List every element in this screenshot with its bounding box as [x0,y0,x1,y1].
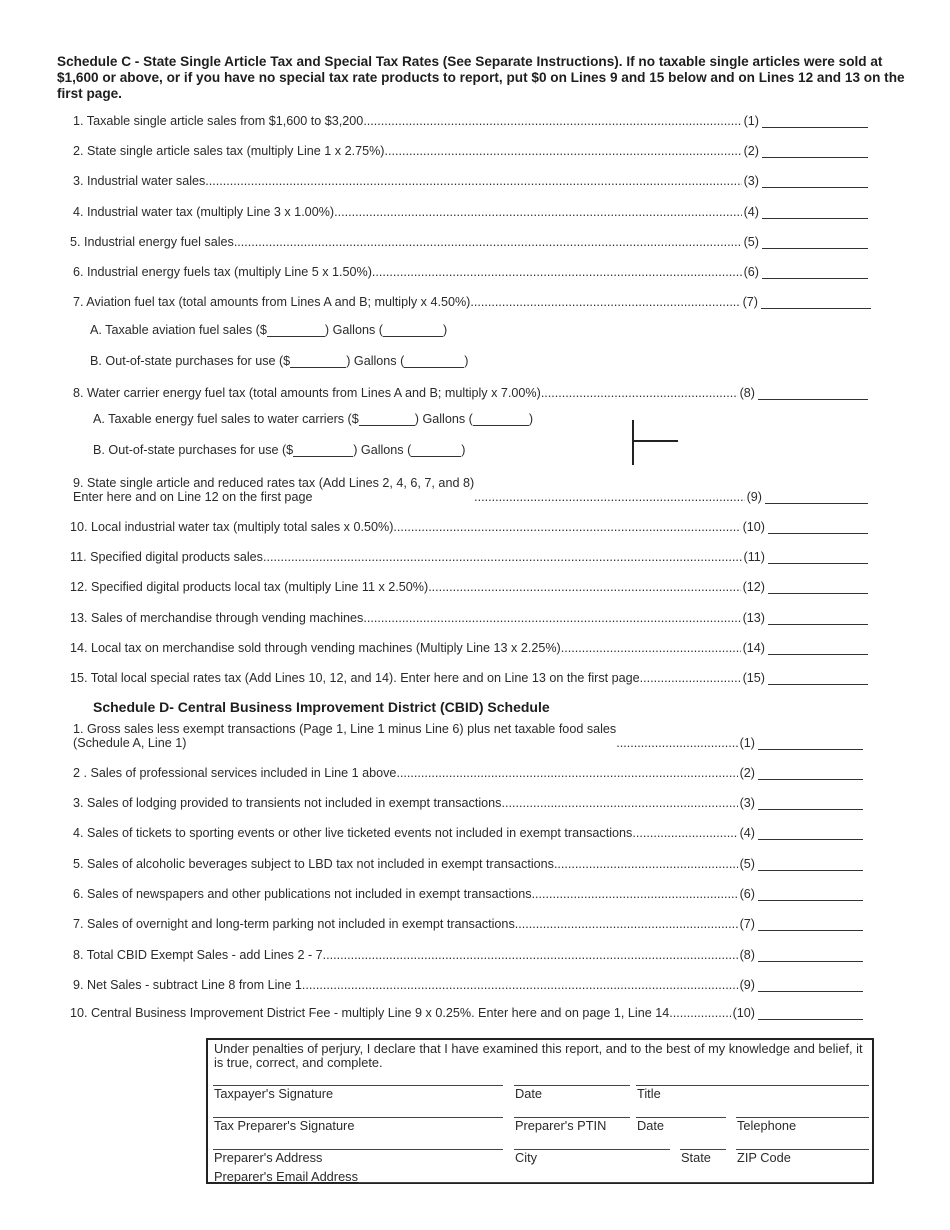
line-number: (1) [743,114,759,128]
line-number: (2) [739,766,755,780]
line-number: (5) [743,235,759,249]
line-label: 13. Sales of merchandise through vending machines [70,611,364,625]
line-label: 3. Sales of lodging provided to transients not included in exempt transactions [73,796,502,810]
sched-d-line-5 [73,855,863,871]
aviation-oos-purchases-field[interactable] [290,355,346,368]
line-label: 7. Aviation fuel tax (total amounts from Lines A and B; multiply x 4.50%) [73,295,471,309]
line-label: 6. Sales of newspapers and other publications not included in exempt transactions [73,887,532,901]
amount-field-c4[interactable] [762,206,868,219]
line-number: (2) [743,144,759,158]
line-label: 6. Industrial energy fuels tax (multiply Line 5 x 1.50%) [73,265,372,279]
preparer-signature-label: Tax Preparer's Signature [214,1118,355,1133]
amount-field-d6[interactable] [758,888,863,901]
line-label: 5. Industrial energy fuel sales [70,235,234,249]
amount-field-c13[interactable] [768,612,868,625]
sched-d-line-2 [73,764,863,780]
email-line[interactable] [359,1182,869,1183]
line-label: 9. Net Sales - subtract Line 8 from Line 1 [73,978,302,992]
amount-field-c10[interactable] [768,521,868,534]
line-number: (14) [742,641,765,655]
aviation-gallons-field[interactable] [383,324,443,337]
sched-c-line-11 [70,548,868,564]
sched-d-line-6 [73,885,863,901]
line-label: 1. Gross sales less exempt transactions (Page 1, Line 1 minus Line 6) plus net taxable food sales (Schedule A, Line 1) [73,722,617,750]
amount-field-d5[interactable] [758,858,863,871]
schedule-c-instructions: Schedule C - State Single Article Tax and Special Tax Rates (See Separate Instructions). If no taxable single articles were sold at $1,600 or above, or if you have no special tax rate products to report, put $0 on Lines 9 and 15 below and on Lines 12 and 13 on the first page. [57,54,905,101]
schedule-d-title: Schedule D- Central Business Improvement District (CBID) Schedule [93,699,550,715]
line-number: (6) [743,265,759,279]
perjury-declaration: Under penalties of perjury, I declare that I have examined this report, and to the best of my knowledge and belief, it is true, correct, and complete. [214,1041,863,1070]
line-number: (4) [739,826,755,840]
sched-c-line-9 [73,474,868,504]
date-label-1: Date [515,1086,543,1101]
line-number: (15) [742,671,765,685]
sched-c-line-13 [70,609,868,625]
water-carrier-sales-field[interactable] [359,413,415,426]
line-number: (6) [739,887,755,901]
amount-field-d1[interactable] [758,737,863,750]
amount-field-d4[interactable] [758,827,863,840]
line-label: 3. Industrial water sales [73,174,206,188]
state-label: State [681,1150,711,1165]
amount-field-c11[interactable] [768,551,868,564]
line-number: (3) [739,796,755,810]
amount-field-d10[interactable] [758,1007,863,1020]
line-label: 4. Sales of tickets to sporting events or other live ticketed events not included in exempt transactions [73,826,633,840]
line-number: (7) [742,295,758,309]
amount-field-c1[interactable] [762,115,868,128]
amount-field-d9[interactable] [758,979,863,992]
line-label: 4. Industrial water tax (multiply Line 3 x 1.00%) [73,205,335,219]
sched-d-line-4 [73,824,863,840]
aviation-oos-gallons-field[interactable] [404,355,464,368]
sched-c-line-6 [73,263,868,279]
sched-c-line-8a: A. Taxable energy fuel sales to water carriers ($ ) Gallons ( ) [93,412,534,426]
line-number: (4) [743,205,759,219]
sched-c-line-7 [73,293,871,309]
amount-field-d3[interactable] [758,797,863,810]
line-number: (8) [739,948,755,962]
sched-d-line-9 [73,976,863,992]
amount-field-c15[interactable] [768,672,868,685]
line-number: (9) [739,978,755,992]
sched-d-line-7 [73,915,863,931]
sched-c-line-7b: B. Out-of-state purchases for use ($ ) Gallons ( ) [90,354,469,368]
water-carrier-oos-purchases-field[interactable] [293,444,353,457]
line-label: 1. Taxable single article sales from $1,600 to $3,200 [73,114,364,128]
amount-field-c6[interactable] [762,266,868,279]
amount-field-c2[interactable] [762,145,868,158]
amount-field-d8[interactable] [758,949,863,962]
line-label: 11. Specified digital products sales [70,550,263,564]
title-line[interactable] [636,1085,869,1086]
sched-c-line-7a: A. Taxable aviation fuel sales ($ ) Gallons ( ) [90,323,448,337]
sched-c-line-8 [73,384,868,400]
line-number: (13) [742,611,765,625]
line-label: 10. Central Business Improvement District Fee - multiply Line 9 x 0.25%. Enter here and on page 1, Line 14 [70,1006,670,1020]
amount-field-c5[interactable] [762,236,868,249]
taxpayer-signature-label: Taxpayer's Signature [214,1086,334,1101]
amount-field-c9[interactable] [765,491,868,504]
amount-field-c14[interactable] [768,642,868,655]
sched-c-line-3 [73,172,868,188]
sched-c-line-15 [70,669,868,685]
registration-mark-bar [632,440,678,442]
declaration-box [206,1038,874,1184]
sched-c-line-12 [70,578,868,594]
line-label: 10. Local industrial water tax (multiply total sales x 0.50%) [70,520,394,534]
amount-field-c3[interactable] [762,175,868,188]
registration-mark [632,420,634,465]
aviation-sales-field[interactable] [267,324,325,337]
sched-c-line-4 [73,203,868,219]
line-label: 7. Sales of overnight and long-term parking not included in exempt transactions [73,917,515,931]
sched-c-line-1 [73,112,868,128]
telephone-label: Telephone [737,1118,797,1133]
sched-d-line-8 [73,946,863,962]
city-line[interactable] [514,1149,670,1150]
line-number: (9) [746,490,762,504]
line-label: 2. State single article sales tax (multiply Line 1 x 2.75%) [73,144,385,158]
line-number: (8) [739,386,755,400]
sched-d-line-3 [73,794,863,810]
address-label: Preparer's Address [214,1150,323,1165]
line-number: (5) [739,857,755,871]
water-carrier-oos-gallons-field[interactable] [411,444,461,457]
amount-field-d7[interactable] [758,918,863,931]
sched-d-line-1 [73,720,863,750]
ptin-label: Preparer's PTIN [515,1118,607,1133]
sched-c-line-2 [73,142,868,158]
line-number: (3) [743,174,759,188]
date-label-2: Date [637,1118,665,1133]
line-label: 2 . Sales of professional services included in Line 1 above [73,766,397,780]
line-label: 9. State single article and reduced rates tax (Add Lines 2, 4, 6, 7, and 8) Enter here and on Line 12 on the first page [73,476,475,504]
line-number: (12) [742,580,765,594]
water-carrier-gallons-field[interactable] [473,413,529,426]
line-number: (10) [732,1006,755,1020]
line-number: (1) [739,736,755,750]
title-label: Title [637,1086,661,1101]
sched-d-line-10 [70,1004,863,1020]
line-label: 12. Specified digital products local tax (multiply Line 11 x 2.50%) [70,580,429,594]
sched-c-line-5 [70,233,868,249]
email-label: Preparer's Email Address [214,1169,358,1184]
amount-field-d2[interactable] [758,767,863,780]
line-number: (10) [742,520,765,534]
sched-c-line-8b: B. Out-of-state purchases for use ($ ) Gallons ( ) [93,443,466,457]
line-label: 14. Local tax on merchandise sold through vending machines (Multiply Line 13 x 2.25%) [70,641,561,655]
line-label: 5. Sales of alcoholic beverages subject to LBD tax not included in exempt transactions [73,857,554,871]
city-label: City [515,1150,538,1165]
sched-c-line-10 [70,518,868,534]
line-label: 15. Total local special rates tax (Add Lines 10, 12, and 14). Enter here and on Line 13 on the first page [70,671,640,685]
line-label: 8. Water carrier energy fuel tax (total amounts from Lines A and B; multiply x 7.00%) [73,386,541,400]
amount-field-c8[interactable] [758,387,868,400]
amount-field-c12[interactable] [768,581,868,594]
line-number: (11) [743,550,765,564]
line-label: 8. Total CBID Exempt Sales - add Lines 2 - 7 [73,948,323,962]
amount-field-c7[interactable] [761,296,871,309]
line-number: (7) [739,917,755,931]
sched-c-line-14 [70,639,868,655]
zip-label: ZIP Code [737,1150,791,1165]
